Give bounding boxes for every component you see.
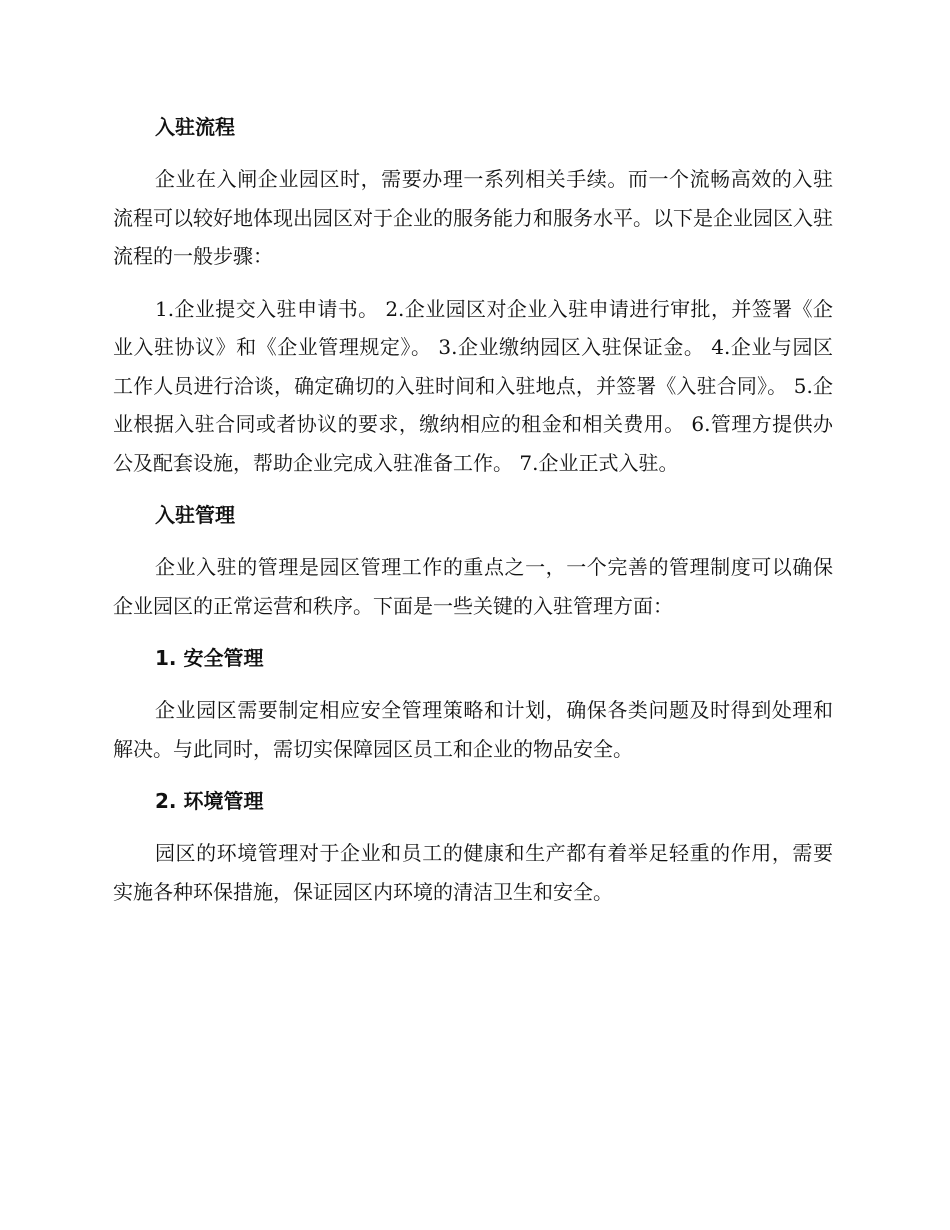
document-page (113, 108, 833, 925)
paragraph-entry-process-steps: 1.企业提交入驻申请书。 2.企业园区对企业入驻申请进行审批，并签署《企业入驻协议》和《企业管理规定》。 3.企业缴纳园区入驻保证金。 4.企业与园区工作人员进行洽谈，确定确切的入驻时间和入驻地点，并签署《入驻合同》。 5.企业根据入驻合同或者协议的要求，缴纳相应的租金和相关费用。 6.管理方提供办公及配套设施，帮助企业完成入驻准备工作。 7.企业正式入驻。 (113, 296, 833, 475)
paragraph-entry-process-intro: 企业在入闸企业园区时，需要办理一系列相关手续。而一个流畅高效的入驻流程可以较好地体现出园区对于企业的服务能力和服务水平。以下是企业园区入驻流程的一般步骤： (113, 167, 833, 268)
paragraph-environment-management: 园区的环境管理对于企业和员工的健康和生产都有着举足轻重的作用，需要实施各种环保措施，保证园区内环境的清洁卫生和安全。 (113, 841, 833, 904)
paragraph-safety-management: 企业园区需要制定相应安全管理策略和计划，确保各类问题及时得到处理和解决。与此同时，需切实保障园区员工和企业的物品安全。 (113, 698, 833, 761)
section-heading-safety-management: 1. 安全管理 (155, 646, 264, 670)
paragraph-entry-management-intro: 企业入驻的管理是园区管理工作的重点之一，一个完善的管理制度可以确保企业园区的正常运营和秩序。下面是一些关键的入驻管理方面： (113, 555, 833, 618)
section-heading-entry-management: 入驻管理 (155, 503, 235, 527)
section-heading-entry-process: 入驻流程 (155, 115, 235, 139)
section-heading-environment-management: 2. 环境管理 (155, 789, 264, 813)
